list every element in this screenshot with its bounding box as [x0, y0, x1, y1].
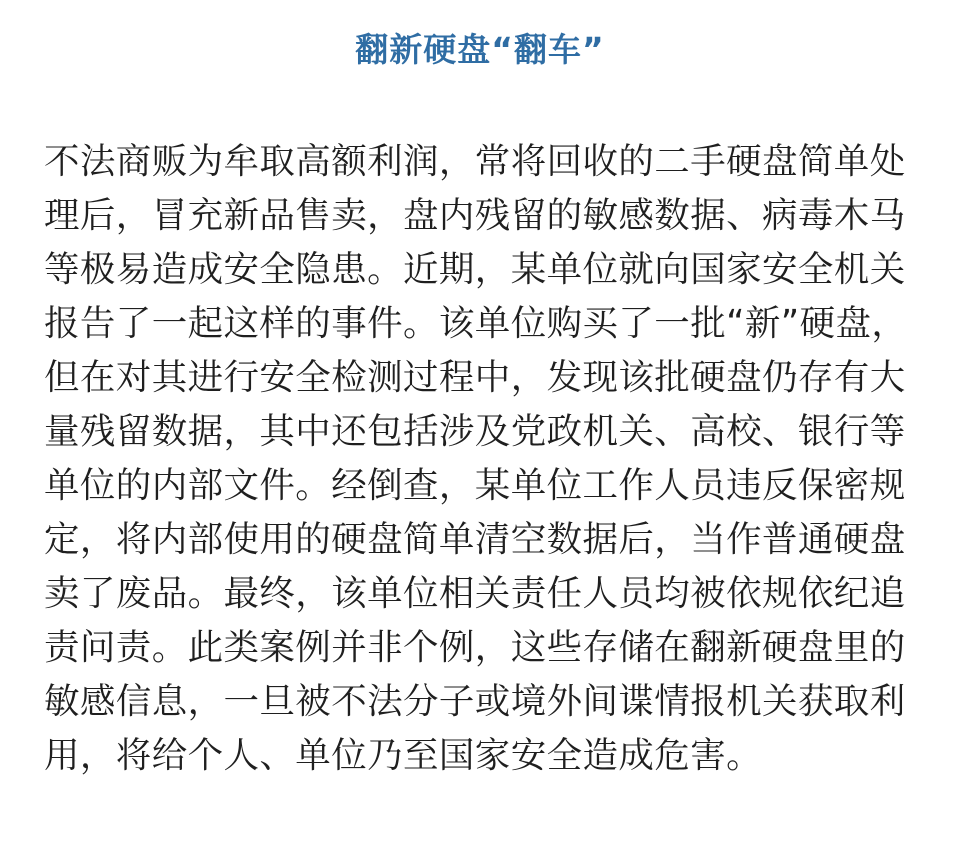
paragraph-line: 等极易造成安全隐患。近期，某单位就向国家安全机关: [44, 249, 906, 290]
paragraph-line: 报告了一起这样的事件。该单位购买了一批“新”硬盘，: [44, 303, 908, 344]
article-body: [44, 135, 924, 783]
paragraph-line: 责问责。此类案例并非个例，这些存储在翻新硬盘里的: [44, 627, 906, 668]
paragraph-line: 卖了废品。最终，该单位相关责任人员均被依规依纪追: [44, 573, 906, 614]
paragraph-line: 用，将给个人、单位乃至国家安全造成危害。: [44, 735, 763, 776]
paragraph-line: 单位的内部文件。经倒查，某单位工作人员违反保密规: [44, 465, 906, 506]
paragraph-line: 但在对其进行安全检测过程中，发现该批硬盘仍存有大: [44, 357, 906, 398]
paragraph-line: 不法商贩为牟取高额利润，常将回收的二手硬盘简单处: [44, 141, 906, 182]
paragraph-line: 理后，冒充新品售卖，盘内残留的敏感数据、病毒木马: [44, 195, 906, 236]
paragraph-line: 敏感信息，一旦被不法分子或境外间谍情报机关获取利: [44, 681, 906, 722]
paragraph-line: 定，将内部使用的硬盘简单清空数据后，当作普通硬盘: [44, 519, 906, 560]
article-title: 翻新硬盘“翻车”: [355, 30, 605, 69]
paragraph-line: 量残留数据，其中还包括涉及党政机关、高校、银行等: [44, 411, 906, 452]
